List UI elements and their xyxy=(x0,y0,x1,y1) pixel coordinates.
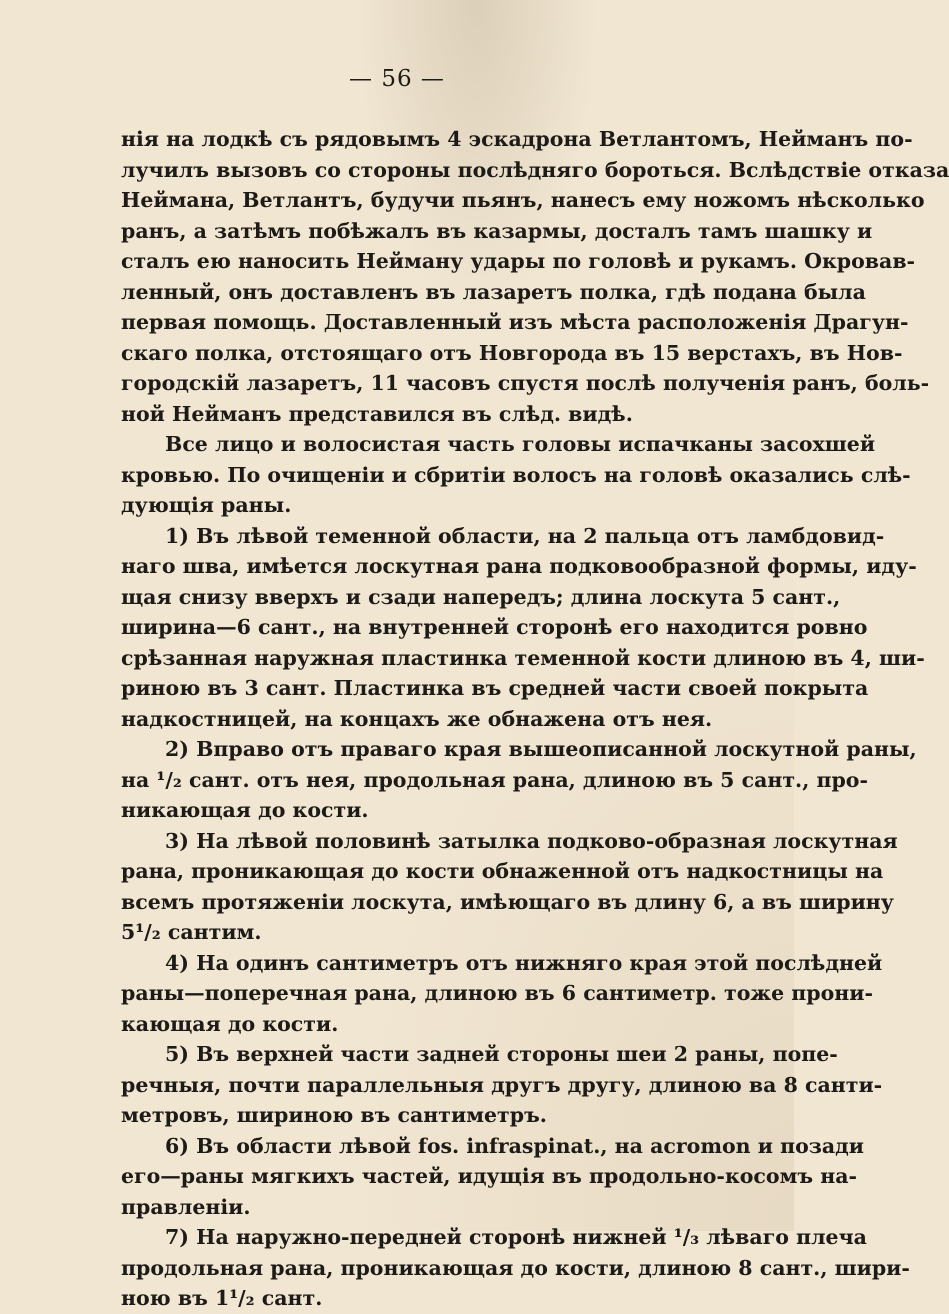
text-line: ширина—6 сант., на внутренней сторонѣ его находится ровно xyxy=(121,615,868,639)
text-line: ною въ 1¹/₂ сант. xyxy=(121,1286,323,1310)
text-line: ленный, онъ доставленъ въ лазаретъ полка, гдѣ подана была xyxy=(121,279,866,304)
text-line: 5) Въ верхней части задней стороны шеи 2 раны, попе- xyxy=(165,1042,838,1066)
page-number: — 56 — xyxy=(349,66,445,92)
text-line: 6) Въ области лѣвой fos. infraspinat., на acromon и позади xyxy=(165,1133,864,1158)
text-line: наго шва, имѣется лоскутная рана подковообразной формы, иду- xyxy=(121,554,917,578)
text-line: всемъ протяженіи лоскута, имѣющаго въ длину 6, а въ ширину xyxy=(121,889,894,914)
text-line: речныя, почти параллельныя другъ другу, длиною ва 8 санти- xyxy=(121,1072,883,1097)
text-line: срѣзанная наружная пластинка теменной кости длиною въ 4, ши- xyxy=(121,645,925,670)
text-line: Неймана, Ветлантъ, будучи пьянъ, нанесъ ему ножомъ нѣсколько xyxy=(121,188,925,212)
text-line: первая помощь. Доставленный изъ мѣста расположенія Драгун- xyxy=(121,310,909,334)
text-line: продольная рана, проникающая до кости, длиною 8 сант., шири- xyxy=(121,1255,910,1280)
text-line: на ¹/₂ сант. отъ нея, продольная рана, длиною въ 5 сант., про- xyxy=(121,767,868,792)
text-line: риною въ 3 сант. Пластинка въ средней части своей покрыта xyxy=(121,676,869,700)
text-line: городскій лазаретъ, 11 часовъ спустя послѣ полученія ранъ, боль- xyxy=(121,371,930,395)
text-line: 5¹/₂ сантим. xyxy=(121,920,262,944)
text-line: кающая до кости. xyxy=(121,1011,339,1036)
text-line: 4) На одинъ сантиметръ отъ нижняго края этой послѣдней xyxy=(165,950,883,975)
text-line: ной Нейманъ представился въ слѣд. видѣ. xyxy=(121,401,633,426)
text-line: щая снизу вверхъ и сзади напередъ; длина лоскута 5 сант., xyxy=(121,584,841,609)
text-line: 7) На наружно-передней сторонѣ нижней ¹/₃ лѣваго плеча xyxy=(165,1225,867,1249)
body-text xyxy=(121,124,949,1314)
text-line: дующія раны. xyxy=(121,493,292,517)
text-line: нія на лодкѣ съ рядовымъ 4 эскадрона Ветлантомъ, Нейманъ по- xyxy=(121,127,913,151)
text-line: Все лицо и волосистая часть головы испачканы засохшей xyxy=(165,432,876,456)
text-line: 1) Въ лѣвой теменной области, на 2 пальца отъ ламбдовид- xyxy=(165,523,885,548)
text-line: метровъ, шириною въ сантиметръ. xyxy=(121,1103,547,1127)
text-line: его—раны мягкихъ частей, идущія въ продольно-косомъ на- xyxy=(121,1164,858,1188)
text-line: сталъ ею наносить Нейману удары по головѣ и рукамъ. Окровав- xyxy=(121,249,916,273)
text-line: лучилъ вызовъ со стороны послѣдняго бороться. Вслѣдствіе отказа xyxy=(121,157,949,182)
text-line: 2) Вправо отъ праваго края вышеописанной лоскутной раны, xyxy=(165,737,917,761)
text-line: кровью. По очищеніи и сбритіи волосъ на головѣ оказались слѣ- xyxy=(121,462,911,487)
text-line: надкостницей, на концахъ же обнажена отъ нея. xyxy=(121,706,713,731)
text-line: ранъ, а затѣмъ побѣжалъ въ казармы, досталъ тамъ шашку и xyxy=(121,218,873,243)
text-line: правленіи. xyxy=(121,1194,251,1219)
text-line: никающая до кости. xyxy=(121,798,369,822)
text-line: 3) На лѣвой половинѣ затылка подково-образная лоскутная xyxy=(165,828,898,853)
text-line: скаго полка, отстоящаго отъ Новгорода въ 15 верстахъ, въ Нов- xyxy=(121,340,903,365)
text-line: рана, проникающая до кости обнаженной отъ надкостницы на xyxy=(121,859,884,883)
text-line: раны—поперечная рана, длиною въ 6 сантиметр. тоже прони- xyxy=(121,981,874,1005)
